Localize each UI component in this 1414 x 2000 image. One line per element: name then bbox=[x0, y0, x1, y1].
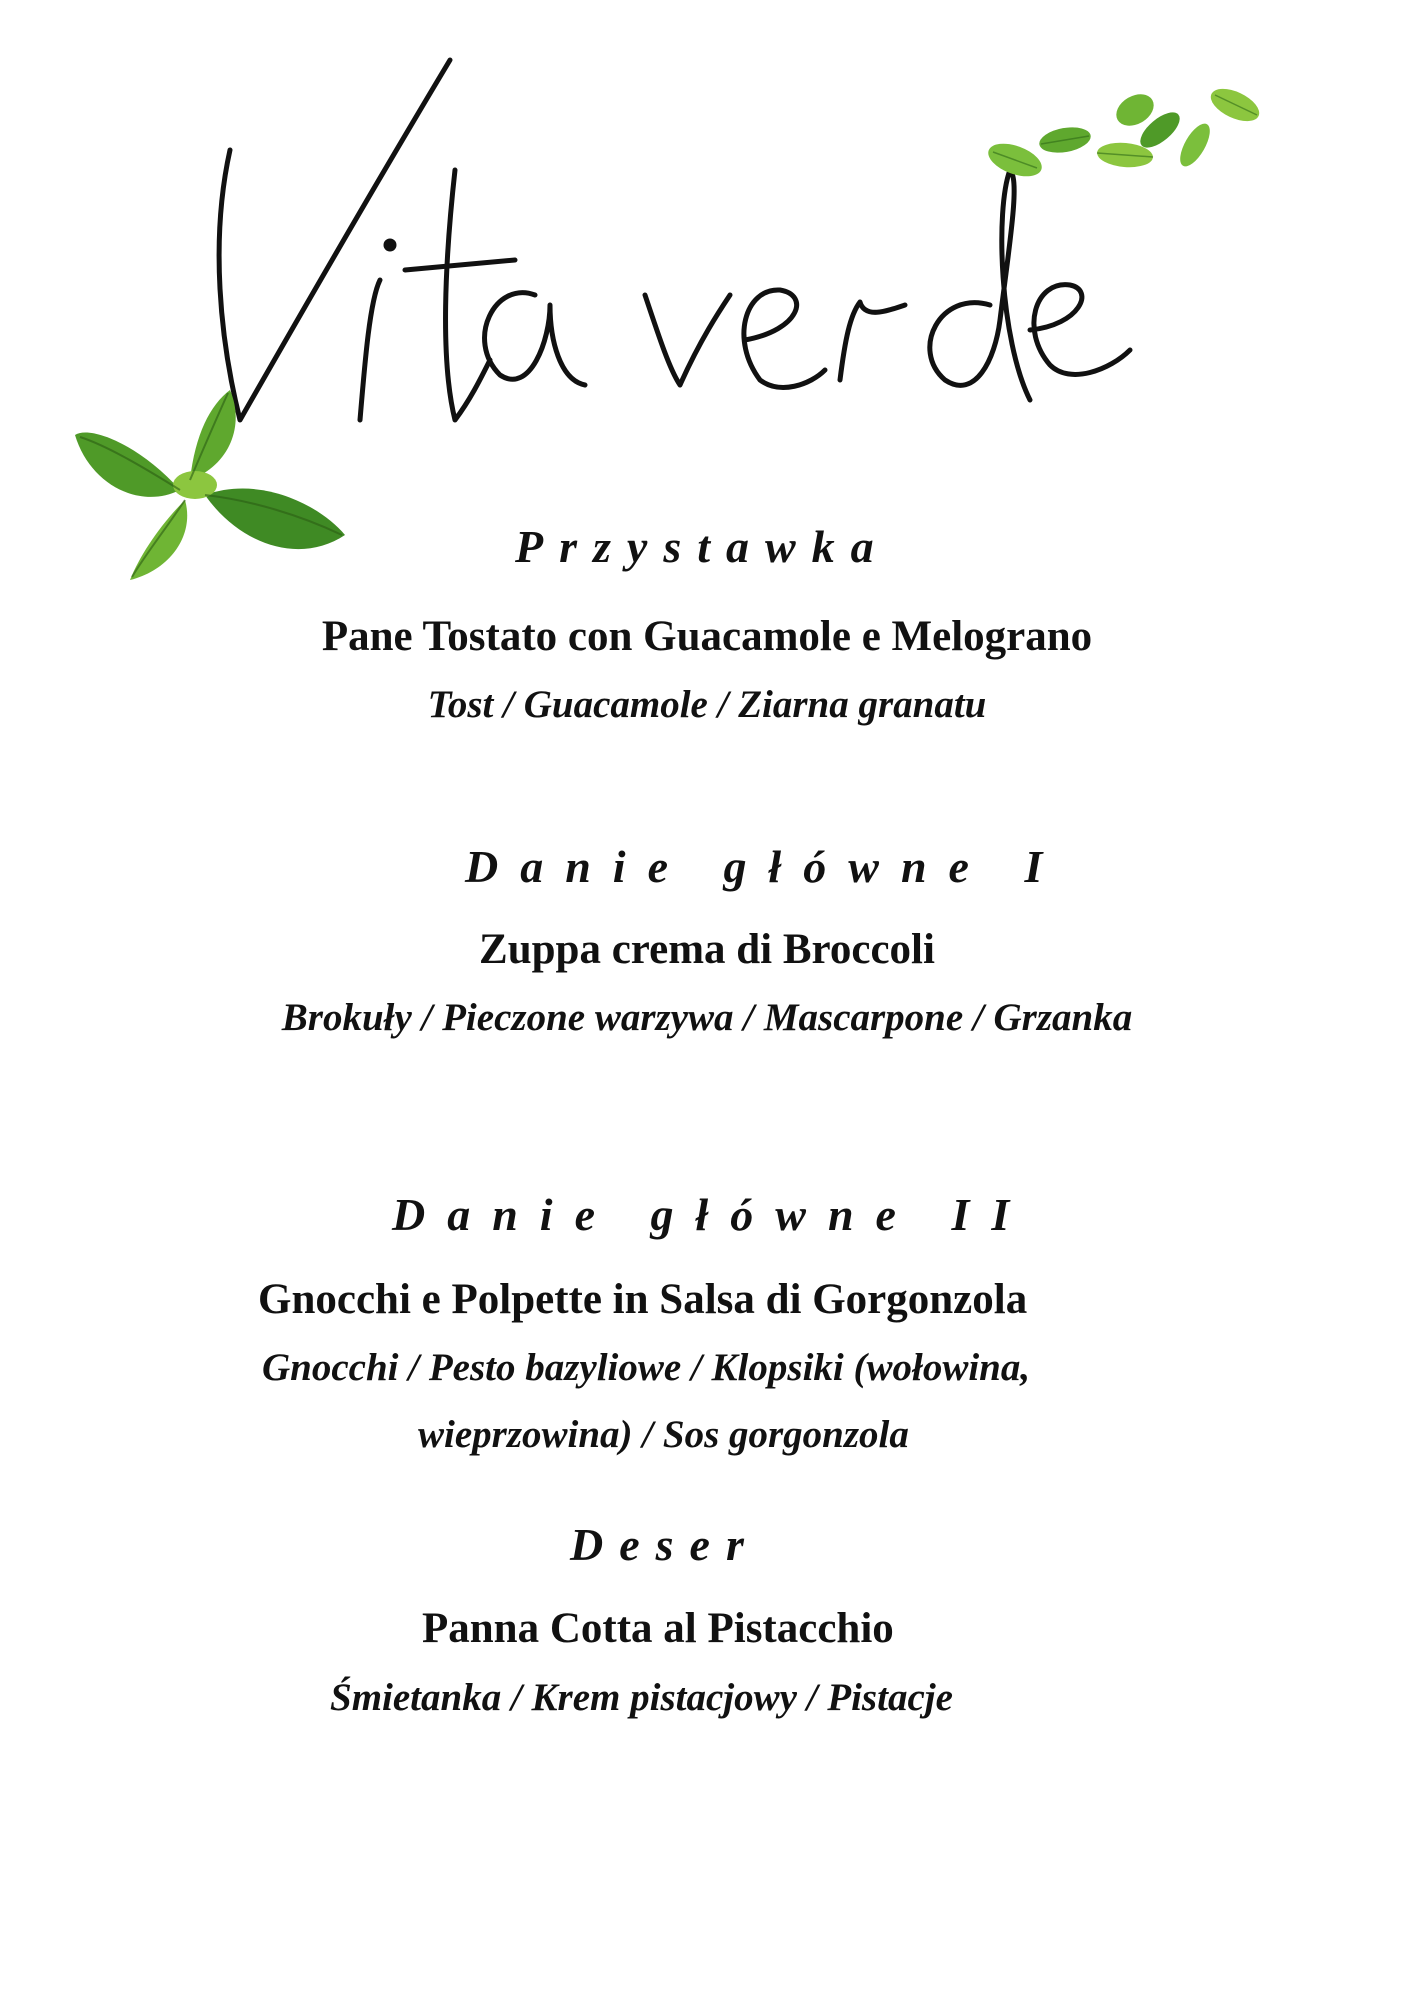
section-heading-przystawka: Przystawka bbox=[515, 521, 890, 572]
dish-name: Panna Cotta al Pistacchio bbox=[422, 1605, 894, 1652]
section-heading-deser: Deser bbox=[570, 1519, 760, 1570]
section-heading-danie-glowne-1: Danie główne I bbox=[465, 841, 1065, 892]
basil-leaf-icon bbox=[70, 385, 370, 585]
section-heading-danie-glowne-2: Danie główne II bbox=[392, 1189, 1032, 1240]
dish-name: Gnocchi e Polpette in Salsa di Gorgonzola bbox=[258, 1276, 1028, 1323]
dish-ingredients: Śmietanka / Krem pistacjowy / Pistacje bbox=[330, 1676, 953, 1719]
dish-name: Pane Tostato con Guacamole e Melograno bbox=[321, 613, 1093, 660]
dish-name: Zuppa crema di Broccoli bbox=[479, 926, 935, 973]
dish-ingredients: Tost / Guacamole / Ziarna granatu bbox=[427, 683, 987, 726]
dish-ingredients: wieprzowina) / Sos gorgonzola bbox=[418, 1413, 909, 1456]
dish-ingredients: Gnocchi / Pesto bazyliowe / Klopsiki (wołowina, bbox=[262, 1346, 1031, 1389]
dish-ingredients: Brokuły / Pieczone warzywa / Mascarpone / Grzanka bbox=[281, 996, 1133, 1039]
basil-leaf-icon bbox=[985, 80, 1265, 200]
